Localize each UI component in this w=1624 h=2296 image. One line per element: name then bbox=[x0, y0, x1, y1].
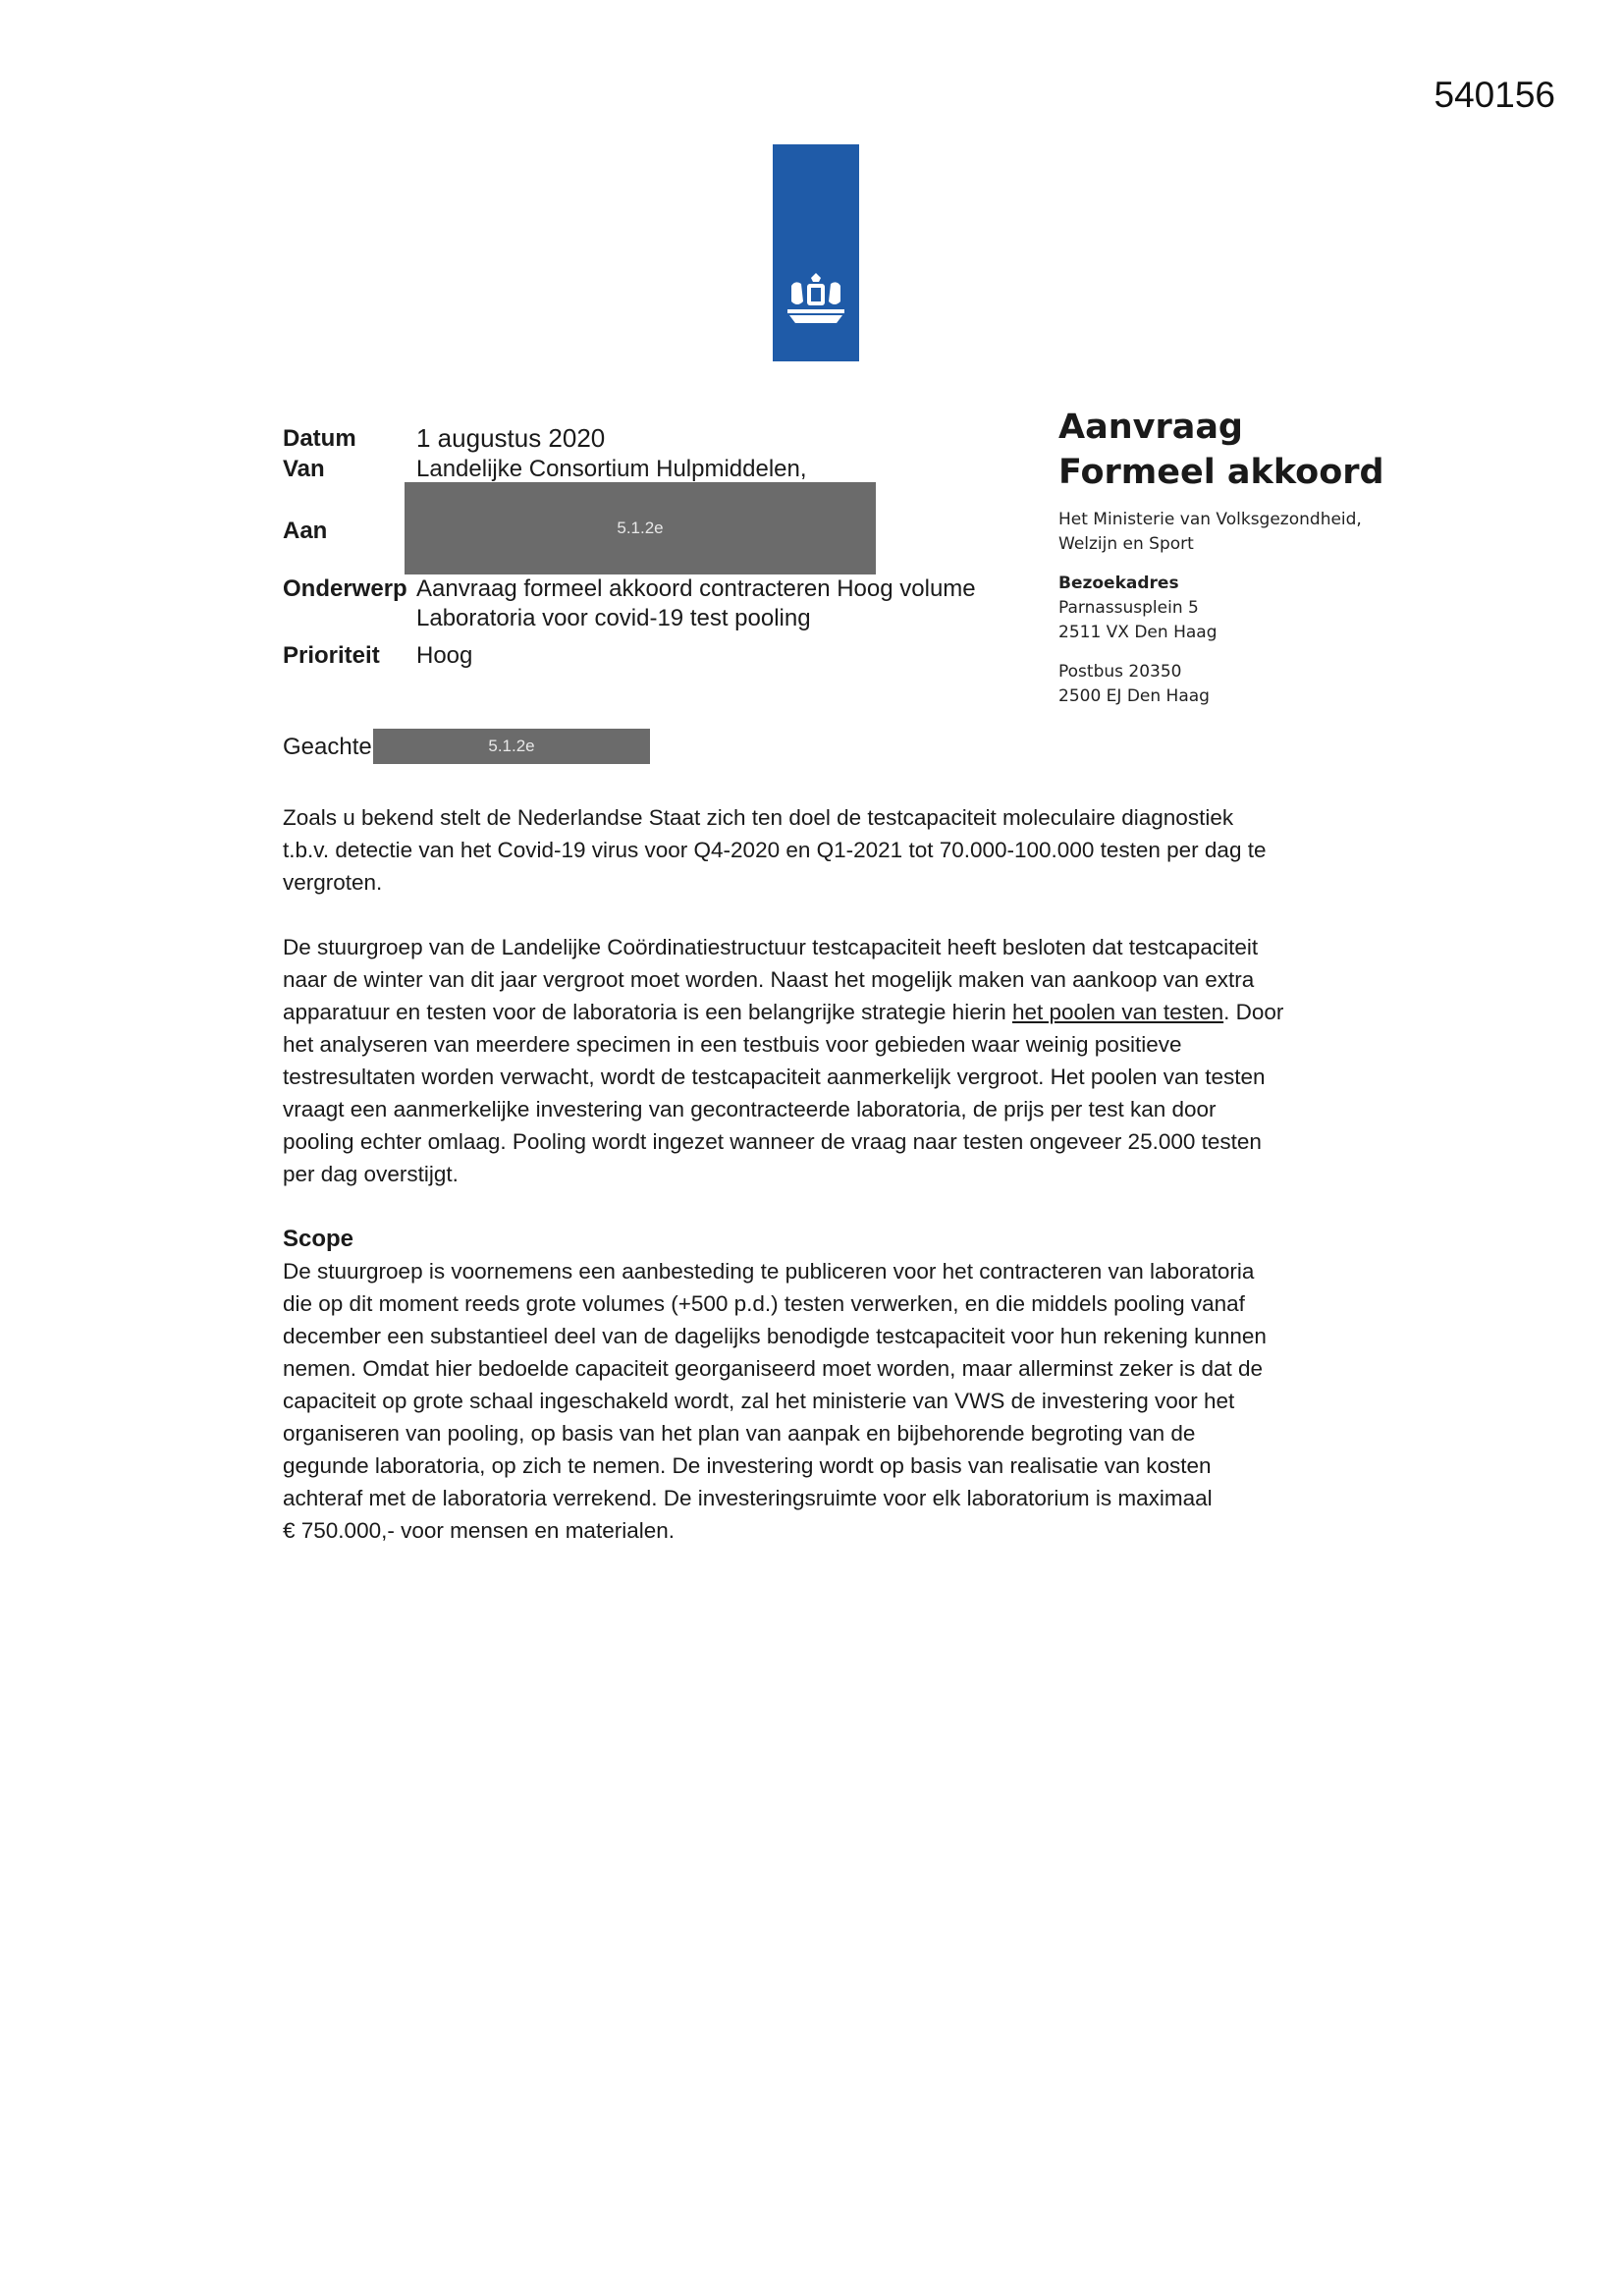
paragraph-scope bbox=[283, 1223, 1363, 1547]
coat-of-arms-icon bbox=[784, 272, 848, 331]
rijksoverheid-logo bbox=[773, 144, 859, 361]
bezoekadres-line2: 2511 VX Den Haag bbox=[1058, 623, 1218, 642]
body-line: organiseren van pooling, op basis van het plan van aanpak en bijbehorende begroting van de bbox=[283, 1421, 1196, 1446]
body-line: gegunde laboratoria, op zich te nemen. De investering wordt op basis van realisatie van kosten bbox=[283, 1453, 1212, 1478]
postbus-line2: 2500 EJ Den Haag bbox=[1058, 686, 1210, 706]
onderwerp-line1: Aanvraag formeel akkoord contracteren Hoog volume bbox=[416, 575, 976, 602]
ministry-sidebar bbox=[1058, 508, 1412, 709]
body-line: testresultaten worden verwacht, wordt de testcapaciteit aanmerkelijk vergroot. Het poolen van testen bbox=[283, 1065, 1266, 1089]
body-text: apparatuur en testen voor de laboratoria is een belangrijke strategie hierin bbox=[283, 1000, 1012, 1024]
body-line: De stuurgroep van de Landelijke Coördinatiestructuur testcapaciteit heeft besloten dat testcapaciteit bbox=[283, 935, 1259, 959]
greeting-label: Geachte bbox=[283, 734, 372, 760]
body-line: pooling echter omlaag. Pooling wordt ingezet wanneer de vraag naar testen ongeveer 25.000 testen bbox=[283, 1129, 1262, 1154]
body-line: achteraf met de laboratoria verrekend. De investeringsruimte voor elk laboratorium is maximaal bbox=[283, 1486, 1213, 1510]
body-line bbox=[283, 996, 1363, 1028]
org-line2: Welzijn en Sport bbox=[1058, 534, 1194, 554]
body-line: vraagt een aanmerkelijke investering van gecontracteerde laboratoria, de prijs per test kan door bbox=[283, 1097, 1217, 1121]
scope-heading: Scope bbox=[283, 1226, 354, 1252]
title-line1: Aanvraag bbox=[1058, 408, 1243, 447]
body-line: De stuurgroep is voornemens een aanbesteding te publiceren voor het contracteren van laboratoria bbox=[283, 1259, 1255, 1284]
prioriteit-value: Hoog bbox=[416, 642, 473, 669]
body-line: € 750.000,- voor mensen en materialen. bbox=[283, 1518, 675, 1543]
body-line: naar de winter van dit jaar vergroot moet worden. Naast het mogelijk maken van aankoop van extra bbox=[283, 967, 1255, 992]
van-value: Landelijke Consortium Hulpmiddelen, bbox=[416, 456, 807, 482]
aan-redaction: 5.1.2e bbox=[405, 482, 876, 574]
body-line: nemen. Omdat hier bedoelde capaciteit georganiseerd moet worden, maar allerminst zeker is dat de bbox=[283, 1356, 1264, 1381]
onderwerp-label: Onderwerp bbox=[283, 575, 407, 602]
title-line2: Formeel akkoord bbox=[1058, 453, 1384, 492]
greeting-redaction: 5.1.2e bbox=[373, 729, 650, 764]
paragraph-intro bbox=[283, 801, 1363, 899]
document-number: 540156 bbox=[1434, 75, 1555, 115]
poolen-underlined: het poolen van testen bbox=[1011, 1000, 1224, 1024]
prioriteit-label: Prioriteit bbox=[283, 642, 380, 669]
org-line1: Het Ministerie van Volksgezondheid, bbox=[1058, 510, 1362, 529]
body-line: december een substantieel deel van de dagelijks benodigde testcapaciteit voor hun rekening kunnen bbox=[283, 1324, 1267, 1348]
bezoekadres-label: Bezoekadres bbox=[1058, 574, 1179, 593]
letter-title bbox=[1058, 405, 1384, 495]
onderwerp-line2: Laboratoria voor covid-19 test pooling bbox=[416, 605, 811, 631]
letter-body bbox=[283, 801, 1363, 1579]
body-line: vergroten. bbox=[283, 870, 383, 895]
body-text: . Door bbox=[1223, 1000, 1284, 1024]
postbus-line1: Postbus 20350 bbox=[1058, 662, 1182, 682]
body-line: per dag overstijgt. bbox=[283, 1162, 459, 1186]
datum-label: Datum bbox=[283, 425, 356, 452]
greeting bbox=[283, 734, 372, 761]
datum-value: 1 augustus 2020 bbox=[416, 423, 606, 453]
paragraph-stuurgroep bbox=[283, 931, 1363, 1190]
body-line: Zoals u bekend stelt de Nederlandse Staat zich ten doel de testcapaciteit moleculaire diagnostiek bbox=[283, 805, 1234, 830]
aan-label: Aan bbox=[283, 518, 328, 544]
body-line: die op dit moment reeds grote volumes (+500 p.d.) testen verwerken, en die middels pooling vanaf bbox=[283, 1291, 1245, 1316]
body-line: t.b.v. detectie van het Covid-19 virus voor Q4-2020 en Q1-2021 tot 70.000-100.000 testen per dag te bbox=[283, 838, 1267, 862]
body-line: het analyseren van meerdere specimen in een testbuis voor gebieden waar weinig positieve bbox=[283, 1032, 1182, 1057]
body-line: capaciteit op grote schaal ingeschakeld wordt, zal het ministerie van VWS de investering voor het bbox=[283, 1389, 1235, 1413]
bezoekadres-line1: Parnassusplein 5 bbox=[1058, 598, 1199, 618]
van-label: Van bbox=[283, 456, 325, 482]
